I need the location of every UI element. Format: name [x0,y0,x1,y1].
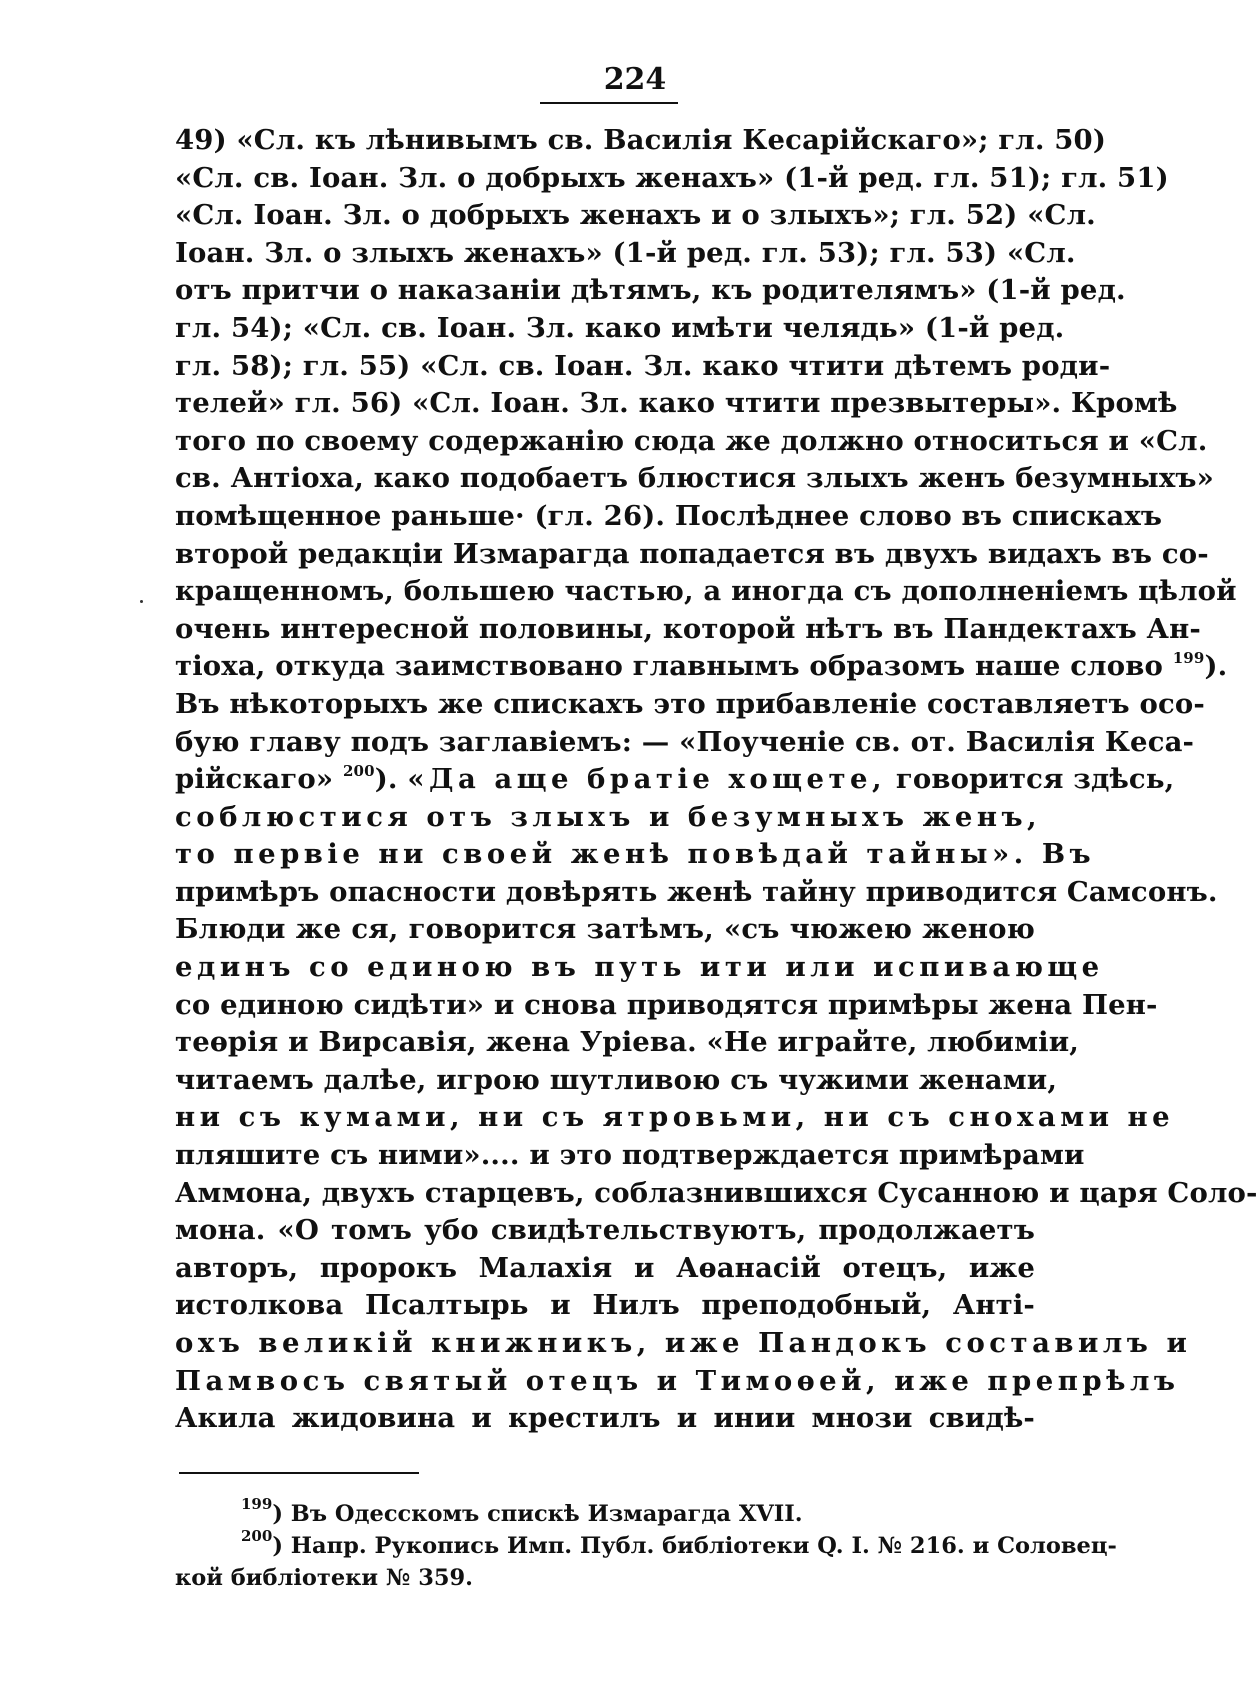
spaced-quote: «Да аще братіе хощете, [407,763,887,796]
spaced-text-line: Памвосъ святый отецъ и Тимоѳей, иже препрѣлъ [175,1364,1180,1397]
spaced-text-line: то первіе ни своей женѣ повѣдай тайны». Въ [175,838,1096,871]
text-line: пляшите съ ними».... и это подтверждается примѣрами [175,1139,1085,1172]
text-line: со единою сидѣти» и снова приводятся примѣры жена Пен- [175,988,1158,1021]
footnote-rule [179,1472,419,1474]
text-line: Іоан. Зл. о злыхъ женахъ» (1-й ред. гл. 53); гл. 53) «Сл. [175,236,1076,269]
text-line: бую главу подъ заглавіемъ: — «Поученіе св. от. Василія Кеса- [175,725,1195,758]
text-line: Въ нѣкоторыхъ же спискахъ это прибавленіе составляетъ осо- [175,687,1205,720]
spaced-text-line: охъ великій книжникъ, иже Пандокъ составилъ и [175,1327,1192,1359]
text-line: примѣръ опасности довѣрять женѣ тайну приводится Самсонъ. [175,875,1218,908]
text-line: читаемъ далѣе, игрою шутливою съ чужими женами, [175,1063,1058,1096]
page-number-rule [540,102,678,104]
text-segment: рійскаго» [175,763,334,796]
text-line: того по своему содержанію сюда же должно относиться и «Сл. [175,424,1208,457]
footnote-text: ) Въ Одесскомъ спискѣ Измарагда XVII. [272,1500,803,1527]
footnote-mark: 200 [241,1526,273,1545]
footnote-200-continued: кой библіотеки № 359. [175,1564,474,1591]
text-line: гл. 54); «Сл. св. Іоан. Зл. како имѣти челядь» (1-й ред. [175,311,1065,344]
text-line: «Сл. св. Іоан. Зл. о добрыхъ женахъ» (1-й ред. гл. 51); гл. 51) [175,161,1169,194]
text-line: Блюди же ся, говорится затѣмъ, «съ чюжею женою [175,913,1035,946]
footnote-ref-199: 199 [1172,649,1205,668]
footnote-ref-200: 200 [342,762,375,781]
footnote-mark: 199 [241,1494,273,1513]
page-number: 224 [603,62,667,97]
footnote-text: ) Напр. Рукопись Имп. Публ. библіотеки Q. I. № 216. и Соловец- [272,1532,1117,1559]
text-line: Аммона, двухъ старцевъ, соблазнившихся Сусанною и царя Соло- [175,1176,1258,1209]
text-line-with-footnote-ref [175,761,1175,799]
text-segment: ). [1204,650,1228,683]
text-line: второй редакціи Измарагда попадается въ двухъ видахъ въ со- [175,537,1209,570]
text-segment: говорится здѣсь, [895,763,1175,796]
text-line: гл. 58); гл. 55) «Сл. св. Іоан. Зл. како чтити дѣтемъ роди- [175,349,1111,382]
spaced-text-line: единъ со единою въ путь ити или испивающе [175,951,1104,984]
text-line: кращенномъ, большею частью, а иногда съ дополненіемъ цѣлой [175,575,1237,608]
text-line: авторъ, пророкъ Малахія и Аѳанасій отецъ, иже [175,1251,1035,1284]
text-line: Акила жидовина и крестилъ и инии мнози свидѣ- [175,1402,1035,1435]
stray-ink-dot [140,600,143,603]
text-segment: тіоха, откуда заимствовано главнымъ образомъ наше слово [175,650,1163,683]
text-line: 49) «Сл. къ лѣнивымъ св. Василія Кесарійскаго»; гл. 50) [175,124,1107,156]
footnotes [175,1494,1117,1594]
text-line: св. Антіоха, како подобаетъ блюстися злыхъ женъ безумныхъ» [175,462,1215,495]
footnote-200 [175,1526,1117,1562]
text-line: телей» гл. 56) «Сл. Іоан. Зл. како чтити презвытеры». Кромѣ [175,387,1178,420]
text-line: истолкова Псалтырь и Нилъ преподобный, Анті- [175,1289,1035,1322]
text-segment: ). [374,763,398,796]
text-line: отъ притчи о наказаніи дѣтямъ, къ родителямъ» (1-й ред. [175,274,1126,307]
text-line: «Сл. Іоан. Зл. о добрыхъ женахъ и о злыхъ»; гл. 52) «Сл. [175,199,1096,232]
document-page [175,62,1258,1594]
body-text [175,122,1258,1438]
spaced-text-line: соблюстися отъ злыхъ и безумныхъ женъ, [175,800,1042,833]
text-line: мона. «О томъ убо свидѣтельствуютъ, продолжаетъ [175,1214,1035,1247]
text-line-with-footnote-ref [175,648,1228,686]
text-line: помѣщенное раньше· (гл. 26). Послѣднее слово въ спискахъ [175,499,1163,532]
text-line: теѳрія и Вирсавія, жена Уріева. «Не играйте, любимiи, [175,1026,1080,1059]
text-line: очень интересной половины, которой нѣтъ въ Пандектахъ Ан- [175,612,1201,645]
footnote-199 [175,1494,1035,1530]
spaced-text-line: ни съ кумами, ни съ ятровьми, ни съ снохами не [175,1101,1175,1134]
